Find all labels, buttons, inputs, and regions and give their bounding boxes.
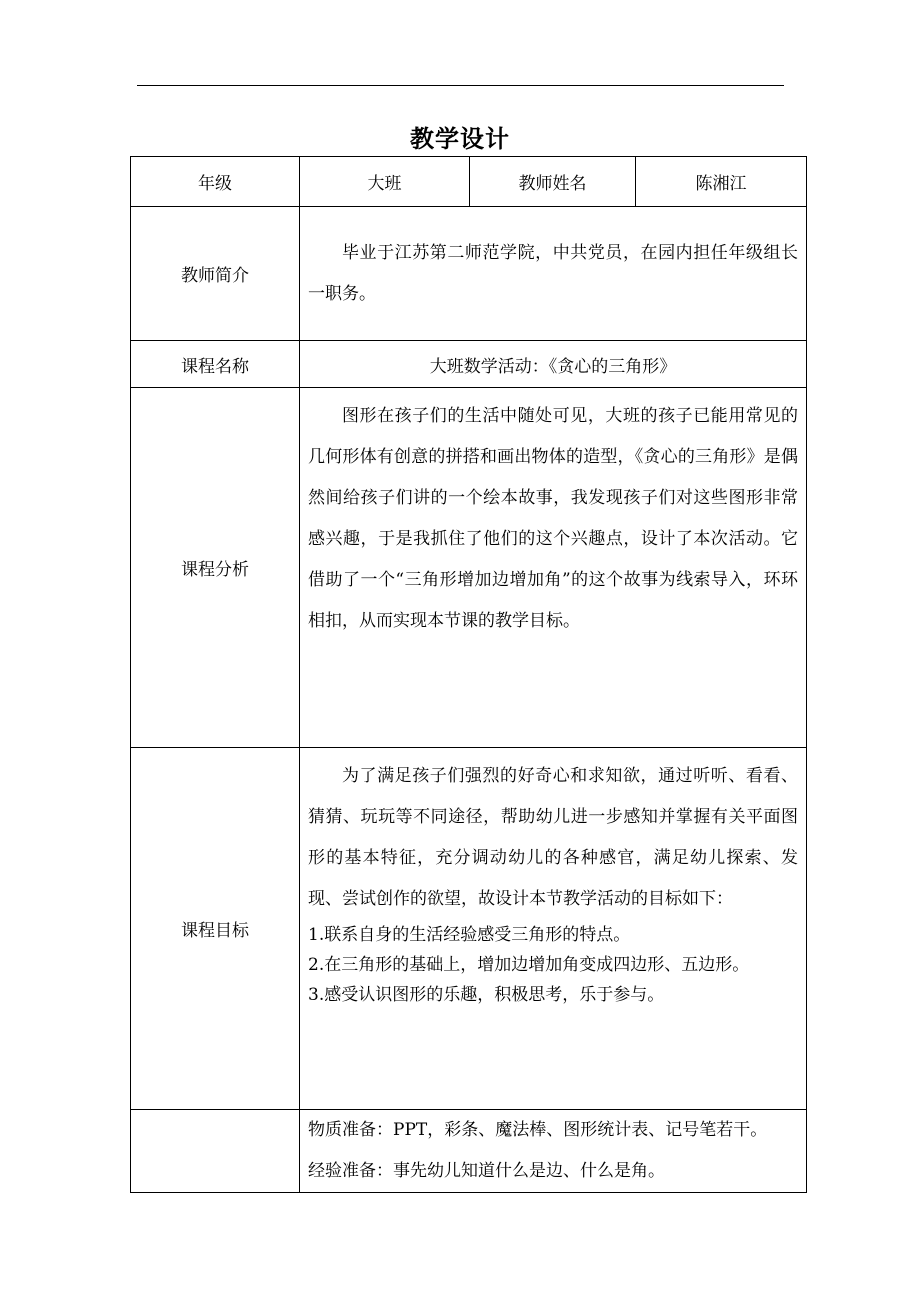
- intro-row: [131, 207, 807, 341]
- goal-item-3: 3.感受认识图形的乐趣，积极思考，乐于参与。: [308, 985, 665, 1005]
- course-name-label: 课程名称: [131, 341, 300, 388]
- intro-text: 毕业于江苏第二师范学院，中共党员，在园内担任年级组长一职务。: [308, 242, 798, 304]
- grade-row: [131, 157, 807, 207]
- preparation-label: [131, 1110, 300, 1193]
- analysis-cell: [300, 388, 807, 748]
- goals-label: 课程目标: [131, 748, 300, 1110]
- prep-material: 物质准备：PPT，彩条、魔法棒、图形统计表、记号笔若干。: [308, 1120, 768, 1140]
- course-name-value: 大班数学活动：《贪心的三角形》: [300, 341, 807, 388]
- teacher-name-label: 教师姓名: [470, 157, 636, 207]
- document-title: 教学设计: [410, 125, 510, 153]
- goal-item-2: 2.在三角形的基础上，增加边增加角变成四边形、五边形。: [308, 955, 750, 975]
- analysis-row: [131, 388, 807, 748]
- goals-cell: [300, 748, 807, 1110]
- intro-cell: [300, 207, 807, 341]
- intro-label: 教师简介: [131, 207, 300, 341]
- grade-label: 年级: [131, 157, 300, 207]
- preparation-cell: [300, 1110, 807, 1193]
- goals-row: [131, 748, 807, 1110]
- analysis-label: 课程分析: [131, 388, 300, 748]
- teacher-name-value: 陈湘江: [636, 157, 807, 207]
- preparation-row: [131, 1110, 807, 1193]
- course-name-row: [131, 341, 807, 388]
- header-rule: [137, 85, 784, 86]
- goal-item-1: 1.联系自身的生活经验感受三角形的特点。: [308, 925, 631, 945]
- analysis-text: 图形在孩子们的生活中随处可见，大班的孩子已能用常见的几何形体有创意的拼搭和画出物体的造型，《贪心的三角形》是偶然间给孩子们讲的一个绘本故事，我发现孩子们对这些图形非常感兴趣，于是我抓住了他们的这个兴趣点，设计了本次活动。它借助了一个“三角形增加边增加角”的这个故事为线索导入，环环相扣，从而实现本节课的教学目标。: [308, 406, 798, 631]
- goals-intro: 为了满足孩子们强烈的好奇心和求知欲，通过听听、看看、猜猜、玩玩等不同途径，帮助幼儿进一步感知并掌握有关平面图形的基本特征，充分调动幼儿的各种感官，满足幼儿探索、发现、尝试创作的欲望，故设计本节教学活动的目标如下：: [308, 766, 798, 909]
- grade-value: 大班: [300, 157, 470, 207]
- prep-experience: 经验准备：事先幼儿知道什么是边、什么是角。: [308, 1161, 665, 1181]
- lesson-plan-table: [130, 156, 807, 1193]
